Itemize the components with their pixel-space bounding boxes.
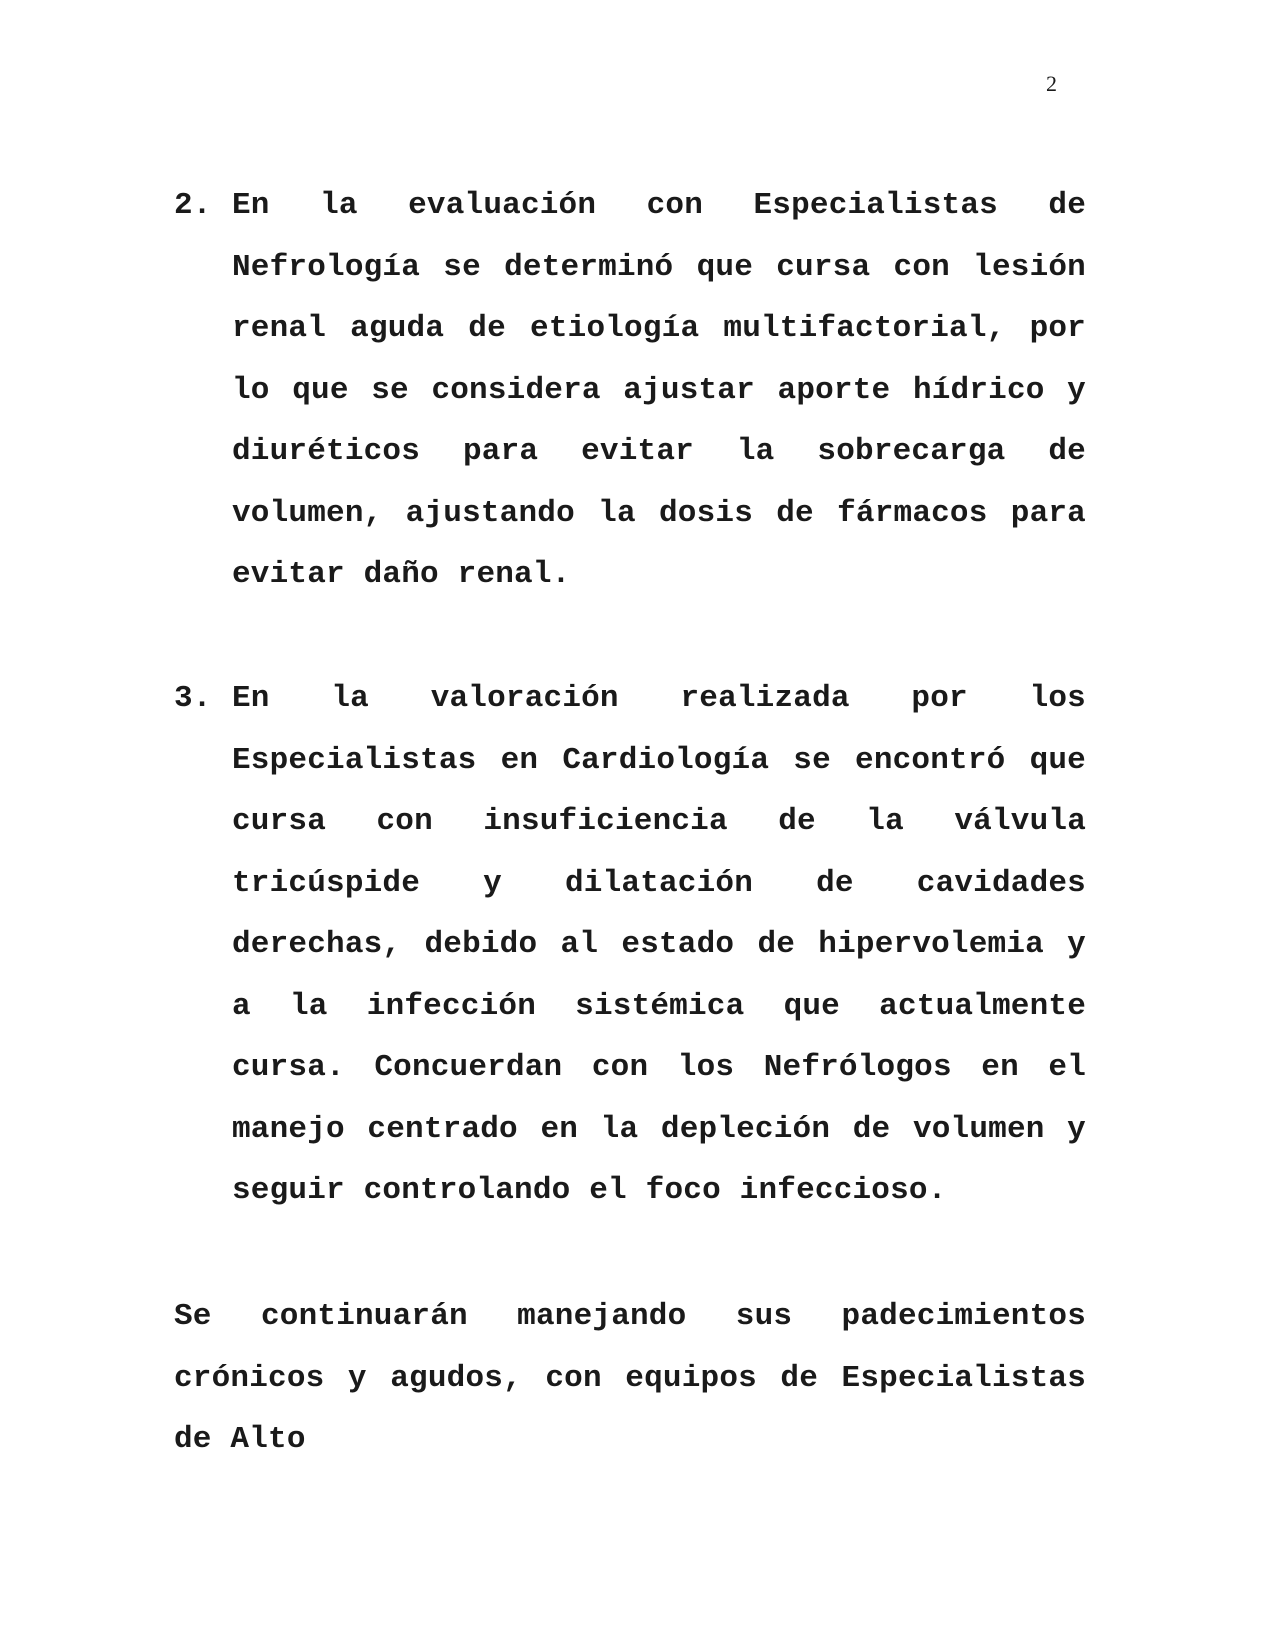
list-item [174,175,1086,606]
list-item-number: 3. [174,681,212,716]
list-item [174,668,1086,1222]
closing-paragraph: Se continuarán manejando sus padecimientos crónicos y agudos, con equipos de Especialistas de Alto [174,1299,1086,1457]
list-item-number: 2. [174,188,212,223]
list-item-text: En la evaluación con Especialistas de Nefrología se determinó que cursa con lesión renal aguda de etiología multifactorial, por lo que se considera ajustar aporte hídrico y diuréticos para evitar la sobrecarga de volumen, ajustando la dosis de fármacos para evitar daño renal. [232,188,1086,592]
page-number: 2 [1046,71,1057,96]
list-item-text: En la valoración realizada por los Especialistas en Cardiología se encontró que cursa con insuficiencia de la válvula tricúspide y dilatación de cavidades derechas, debido al estado de hipervolemia y a la infección sistémica que actualmente cursa. Concuerdan con los Nefrólogos en el manejo centrado en la depleción de volumen y seguir controlando el foco infeccioso. [232,681,1086,1208]
